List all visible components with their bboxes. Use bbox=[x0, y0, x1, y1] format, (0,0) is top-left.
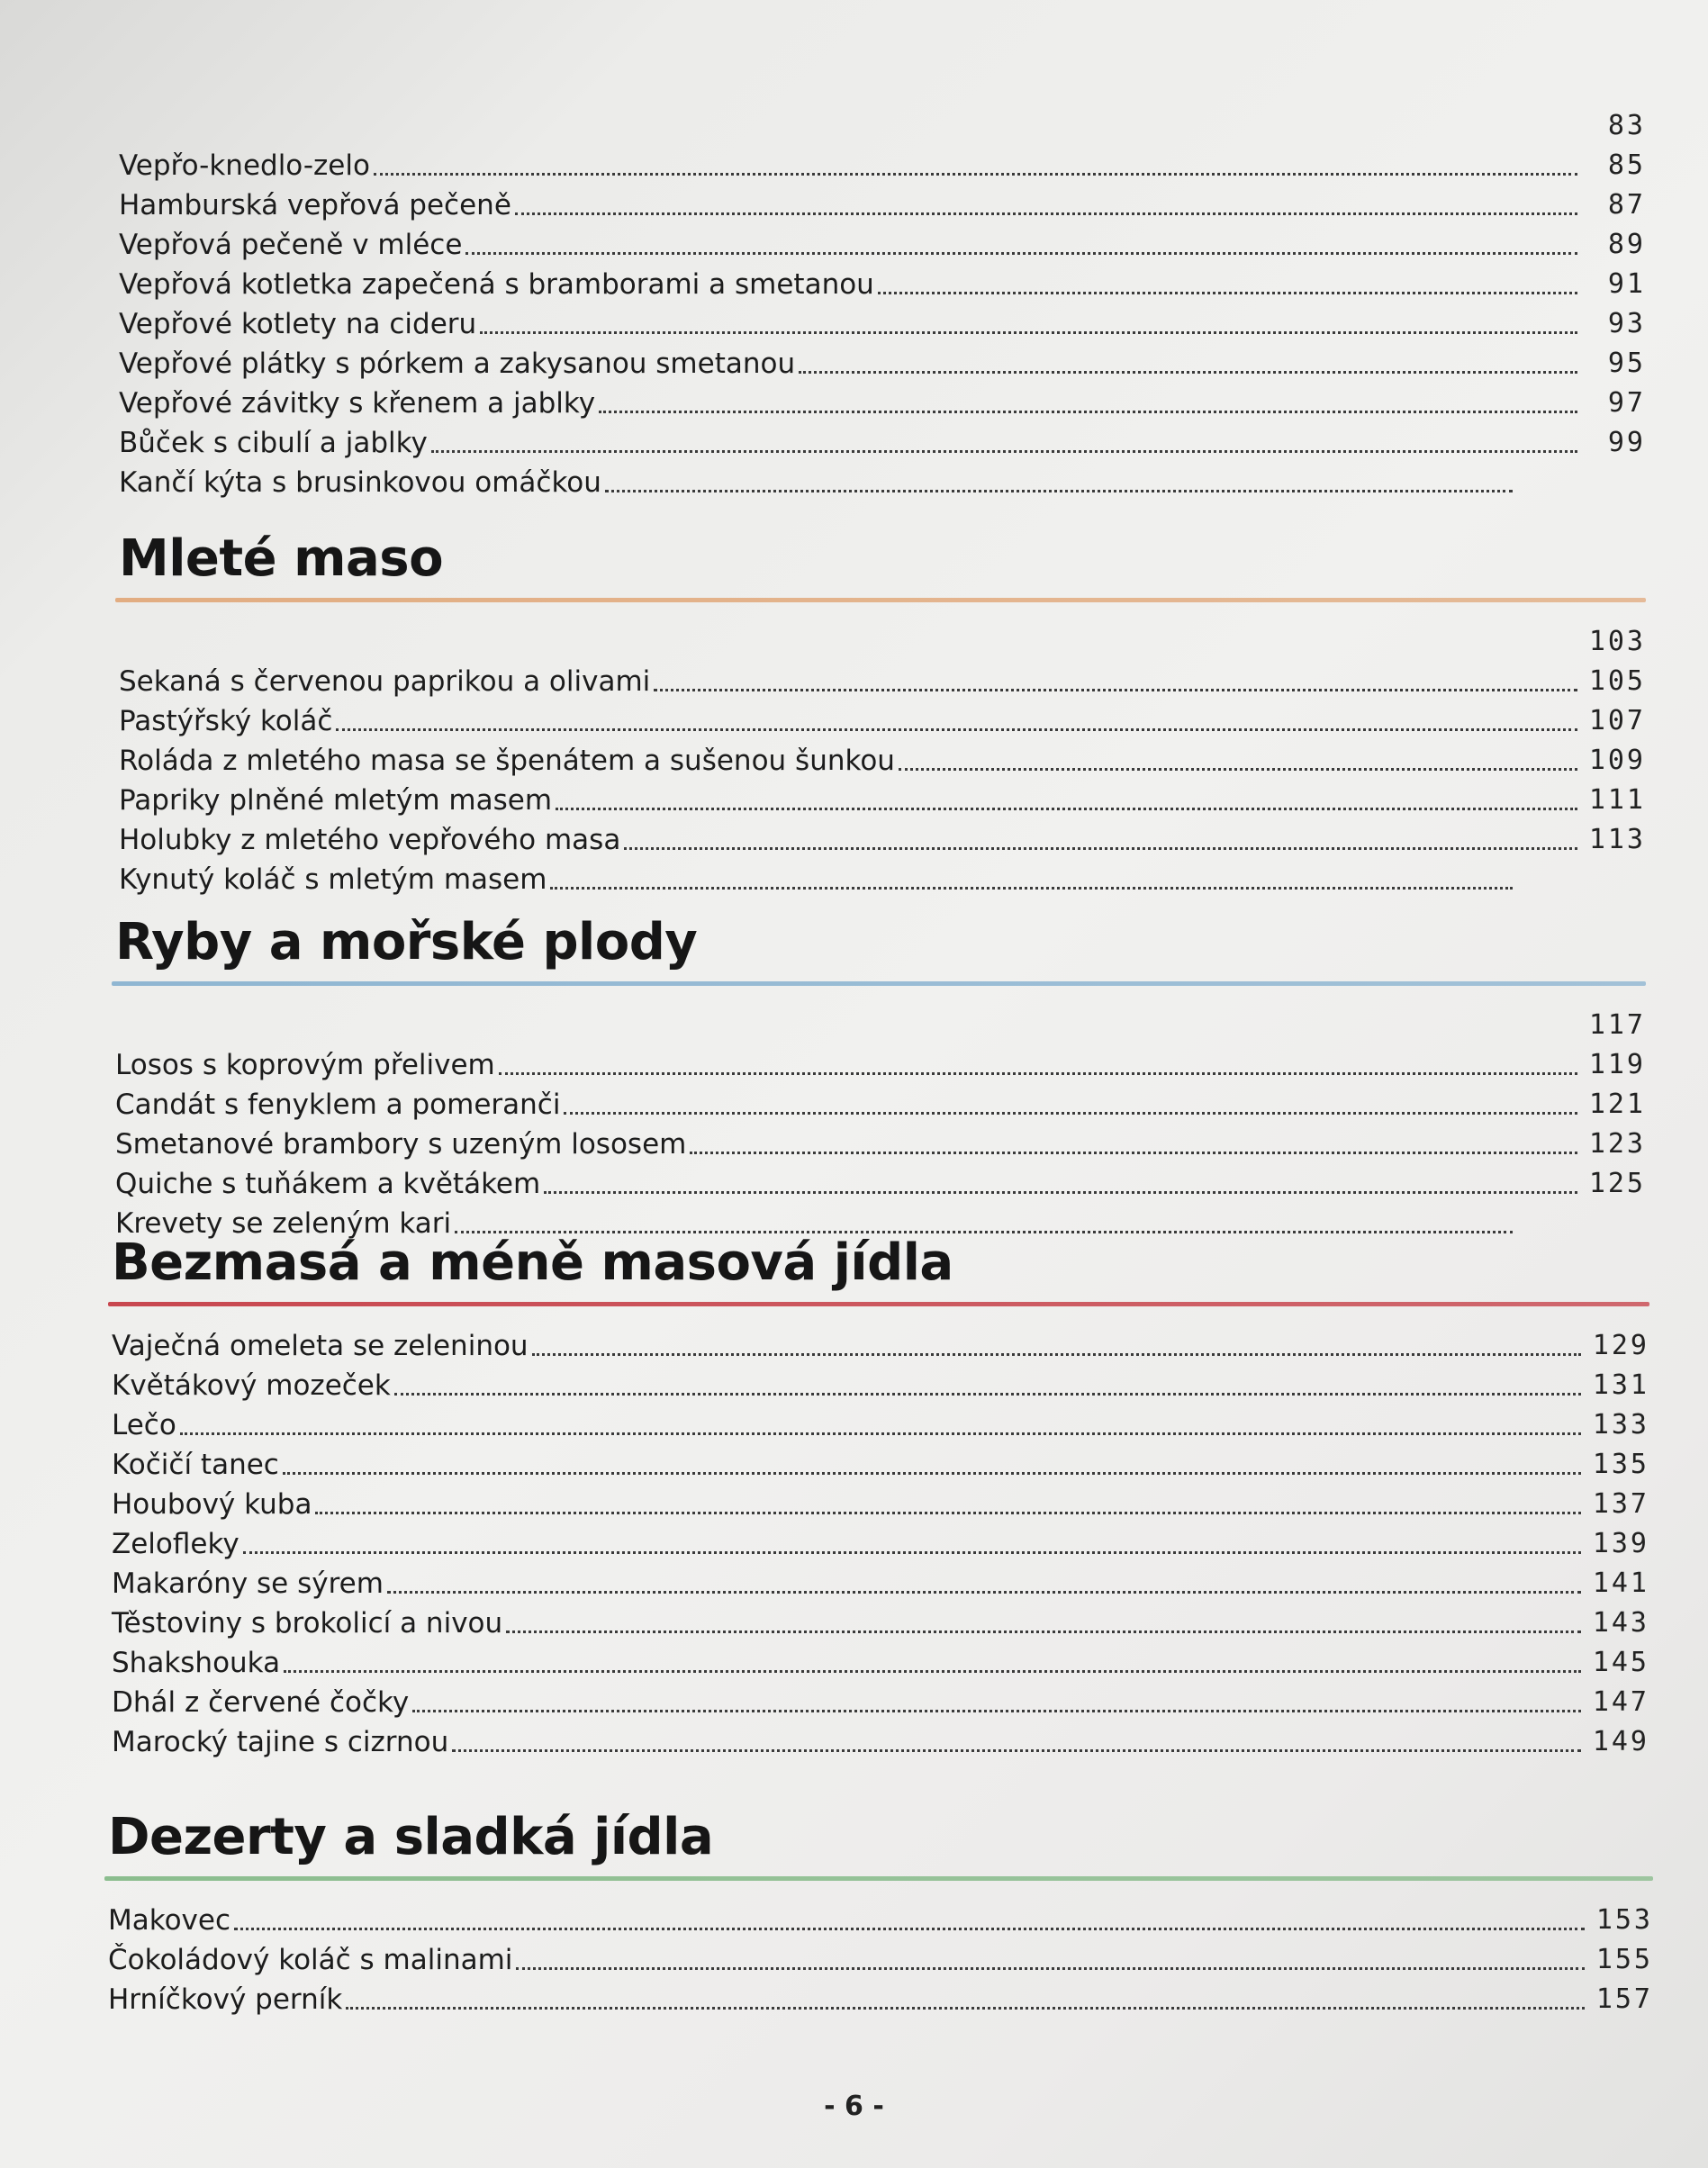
dot-leader bbox=[119, 1032, 1577, 1035]
dot-leader bbox=[234, 1927, 1585, 1930]
entry-page-number: 147 bbox=[1592, 1686, 1649, 1718]
page-number: - 6 - bbox=[824, 2091, 884, 2122]
entry-page-number: 103 bbox=[1588, 626, 1646, 657]
toc-entry bbox=[108, 1600, 1649, 1640]
toc-section-bezmasa bbox=[108, 1235, 1649, 1758]
dot-leader bbox=[122, 648, 1577, 652]
entry-title: Kynutý koláč s mletým masem bbox=[119, 863, 547, 896]
dot-leader bbox=[599, 410, 1577, 413]
dot-leader bbox=[544, 1190, 1577, 1194]
toc-entry bbox=[112, 1121, 1646, 1161]
entry-page-number: 111 bbox=[1588, 784, 1646, 816]
dot-leader bbox=[499, 1071, 1577, 1075]
entry-title: Papriky plněné mletým masem bbox=[119, 784, 553, 817]
entry-page-number: 125 bbox=[1588, 1168, 1646, 1199]
dot-leader bbox=[564, 1111, 1577, 1115]
toc-entry bbox=[115, 619, 1646, 658]
toc-entry bbox=[108, 1441, 1649, 1481]
section-rule bbox=[115, 598, 1646, 602]
entry-title: Hamburská vepřová pečeně bbox=[119, 189, 511, 221]
entry-title: Makaróny se sýrem bbox=[112, 1567, 384, 1600]
entry-title: Vepřové kotlety na cideru bbox=[119, 308, 477, 340]
dot-leader bbox=[532, 1352, 1581, 1356]
toc-entry bbox=[115, 856, 1646, 896]
toc-entry bbox=[108, 1362, 1649, 1402]
toc-entry bbox=[108, 1521, 1649, 1560]
dot-leader bbox=[387, 1590, 1581, 1594]
entry-page-number: 87 bbox=[1607, 189, 1646, 221]
toc-entry bbox=[112, 1081, 1646, 1121]
entry-page-number: 107 bbox=[1588, 705, 1646, 736]
dot-leader bbox=[283, 1471, 1581, 1475]
entry-page-number: 83 bbox=[1607, 110, 1646, 141]
entry-title: Krevety se zeleným kari bbox=[115, 1207, 452, 1240]
section-heading: Bezmasá a méně masová jídla bbox=[112, 1233, 953, 1292]
toc-entry bbox=[115, 658, 1646, 698]
dot-leader bbox=[243, 1550, 1581, 1554]
entry-page-number: 117 bbox=[1588, 1009, 1646, 1041]
entry-page-number: 135 bbox=[1592, 1449, 1649, 1480]
entry-page-number: 139 bbox=[1592, 1528, 1649, 1559]
toc-section-mlete-maso bbox=[115, 531, 1646, 896]
section-heading: Mleté maso bbox=[119, 529, 444, 588]
toc-entry bbox=[115, 420, 1646, 459]
toc-entry bbox=[108, 1679, 1649, 1719]
entry-title: Lečo bbox=[112, 1409, 176, 1441]
dot-leader bbox=[605, 489, 1513, 492]
toc-entry bbox=[115, 380, 1646, 420]
toc-entry bbox=[115, 737, 1646, 777]
toc-section-ryby bbox=[112, 915, 1646, 1240]
toc-entry bbox=[104, 1937, 1653, 1976]
entry-title: Vepřová kotletka zapečená s bramborami a smetanou bbox=[119, 268, 874, 301]
dot-leader bbox=[452, 1748, 1581, 1752]
section-rule bbox=[108, 1302, 1649, 1306]
toc-entry bbox=[112, 1161, 1646, 1200]
entry-page-number: 153 bbox=[1595, 1904, 1653, 1936]
toc-entry bbox=[115, 301, 1646, 340]
dot-leader bbox=[624, 846, 1577, 850]
dot-leader bbox=[284, 1669, 1581, 1673]
toc-entry bbox=[108, 1560, 1649, 1600]
entry-page-number: 99 bbox=[1607, 427, 1646, 458]
entry-page-number: 97 bbox=[1607, 387, 1646, 419]
toc-entry bbox=[115, 459, 1646, 499]
toc-entry bbox=[108, 1481, 1649, 1521]
entry-title: Vaječná omeleta se zeleninou bbox=[112, 1330, 529, 1362]
dot-leader bbox=[394, 1392, 1581, 1396]
toc-entry bbox=[108, 1323, 1649, 1362]
toc-entry bbox=[108, 1402, 1649, 1441]
section-rule bbox=[112, 981, 1646, 986]
toc-entry bbox=[115, 777, 1646, 817]
dot-leader bbox=[315, 1511, 1581, 1514]
dot-leader bbox=[878, 291, 1577, 294]
dot-leader bbox=[374, 172, 1577, 176]
entry-title: Smetanové brambory s uzeným lososem bbox=[115, 1128, 687, 1161]
entry-title: Vepřové plátky s pórkem a zakysanou smetanou bbox=[119, 348, 796, 380]
entry-title: Quiche s tuňákem a květákem bbox=[115, 1168, 541, 1200]
toc-entry bbox=[104, 1897, 1653, 1937]
toc-entry bbox=[115, 340, 1646, 380]
toc-entry bbox=[108, 1640, 1649, 1679]
entry-title: Těstoviny s brokolicí a nivou bbox=[112, 1607, 503, 1640]
toc-section-dezerty bbox=[104, 1810, 1653, 2016]
dot-leader bbox=[506, 1630, 1581, 1633]
entry-title: Shakshouka bbox=[112, 1647, 281, 1679]
toc-intro bbox=[115, 103, 1646, 499]
entry-title: Zelofleky bbox=[112, 1528, 239, 1560]
entry-title: Pastýřský koláč bbox=[119, 705, 333, 737]
dot-leader bbox=[412, 1709, 1581, 1712]
entry-title: Bůček s cibulí a jablky bbox=[119, 427, 428, 459]
dot-leader bbox=[336, 727, 1577, 731]
dot-leader bbox=[465, 251, 1577, 255]
entry-title: Sekaná s červenou paprikou a olivami bbox=[119, 665, 651, 698]
entry-page-number: 123 bbox=[1588, 1128, 1646, 1160]
entry-page-number: 129 bbox=[1592, 1330, 1649, 1361]
dot-leader bbox=[480, 330, 1577, 334]
entry-title: Roláda z mletého masa se špenátem a sušenou šunkou bbox=[119, 745, 895, 777]
entry-title: Kočičí tanec bbox=[112, 1449, 279, 1481]
entry-page-number: 109 bbox=[1588, 745, 1646, 776]
entry-page-number: 155 bbox=[1595, 1944, 1653, 1975]
toc-entry bbox=[104, 1976, 1653, 2016]
toc-entry bbox=[115, 142, 1646, 182]
entry-page-number: 89 bbox=[1607, 229, 1646, 260]
entry-title: Vepřová pečeně v mléce bbox=[119, 229, 463, 261]
entry-page-number: 141 bbox=[1592, 1567, 1649, 1599]
dot-leader bbox=[180, 1432, 1581, 1435]
entry-title: Marocký tajine s cizrnou bbox=[112, 1726, 449, 1758]
toc-entry bbox=[115, 261, 1646, 301]
dot-leader bbox=[799, 370, 1577, 374]
entry-page-number: 93 bbox=[1607, 308, 1646, 339]
entry-page-number: 105 bbox=[1588, 665, 1646, 697]
entry-title: Houbový kuba bbox=[112, 1488, 312, 1521]
entry-page-number: 145 bbox=[1592, 1647, 1649, 1678]
toc-list bbox=[104, 1897, 1653, 2016]
dot-leader bbox=[516, 1966, 1585, 1970]
section-heading: Dezerty a sladká jídla bbox=[108, 1808, 714, 1866]
entry-page-number: 113 bbox=[1588, 824, 1646, 855]
toc-entry bbox=[112, 1042, 1646, 1081]
entry-page-number: 95 bbox=[1607, 348, 1646, 379]
entry-page-number: 119 bbox=[1588, 1049, 1646, 1080]
dot-leader bbox=[690, 1151, 1577, 1154]
entry-page-number: 133 bbox=[1592, 1409, 1649, 1441]
entry-title: Holubky z mletého vepřového masa bbox=[119, 824, 621, 856]
dot-leader bbox=[654, 688, 1577, 691]
entry-title: Candát s fenyklem a pomeranči bbox=[115, 1089, 561, 1121]
entry-title: Vepřo-knedlo-zelo bbox=[119, 149, 370, 182]
entry-page-number: 137 bbox=[1592, 1488, 1649, 1520]
dot-leader bbox=[431, 449, 1577, 453]
section-rule bbox=[104, 1876, 1653, 1881]
toc-list bbox=[115, 103, 1646, 499]
toc-entry bbox=[115, 817, 1646, 856]
dot-leader bbox=[550, 886, 1513, 890]
entry-title: Vepřové závitky s křenem a jablky bbox=[119, 387, 596, 420]
toc-entry bbox=[115, 221, 1646, 261]
toc-list bbox=[108, 1323, 1649, 1758]
entry-title: Květákový mozeček bbox=[112, 1369, 391, 1402]
section-heading: Ryby a mořské plody bbox=[115, 913, 698, 971]
dot-leader bbox=[556, 807, 1577, 810]
entry-title: Dhál z červené čočky bbox=[112, 1686, 410, 1719]
entry-title: Čokoládový koláč s malinami bbox=[108, 1944, 513, 1976]
toc-list bbox=[112, 1002, 1646, 1240]
dot-leader bbox=[346, 2006, 1585, 2010]
toc-entry bbox=[115, 182, 1646, 221]
entry-title: Hrníčkový perník bbox=[108, 1983, 343, 2016]
toc-entry bbox=[112, 1002, 1646, 1042]
toc-entry bbox=[115, 698, 1646, 737]
entry-page-number: 157 bbox=[1595, 1983, 1653, 2015]
dot-leader bbox=[515, 212, 1577, 215]
entry-title: Makovec bbox=[108, 1904, 231, 1937]
entry-title: Losos s koprovým přelivem bbox=[115, 1049, 495, 1081]
entry-page-number: 149 bbox=[1592, 1726, 1649, 1757]
entry-title: Kančí kýta s brusinkovou omáčkou bbox=[119, 466, 601, 499]
entry-page-number: 91 bbox=[1607, 268, 1646, 300]
toc-entry bbox=[115, 103, 1646, 142]
entry-page-number: 143 bbox=[1592, 1607, 1649, 1639]
entry-page-number: 121 bbox=[1588, 1089, 1646, 1120]
dot-leader bbox=[899, 767, 1577, 771]
entry-page-number: 131 bbox=[1592, 1369, 1649, 1401]
dot-leader bbox=[122, 132, 1577, 136]
toc-list bbox=[115, 619, 1646, 896]
entry-page-number: 85 bbox=[1607, 149, 1646, 181]
toc-entry bbox=[108, 1719, 1649, 1758]
